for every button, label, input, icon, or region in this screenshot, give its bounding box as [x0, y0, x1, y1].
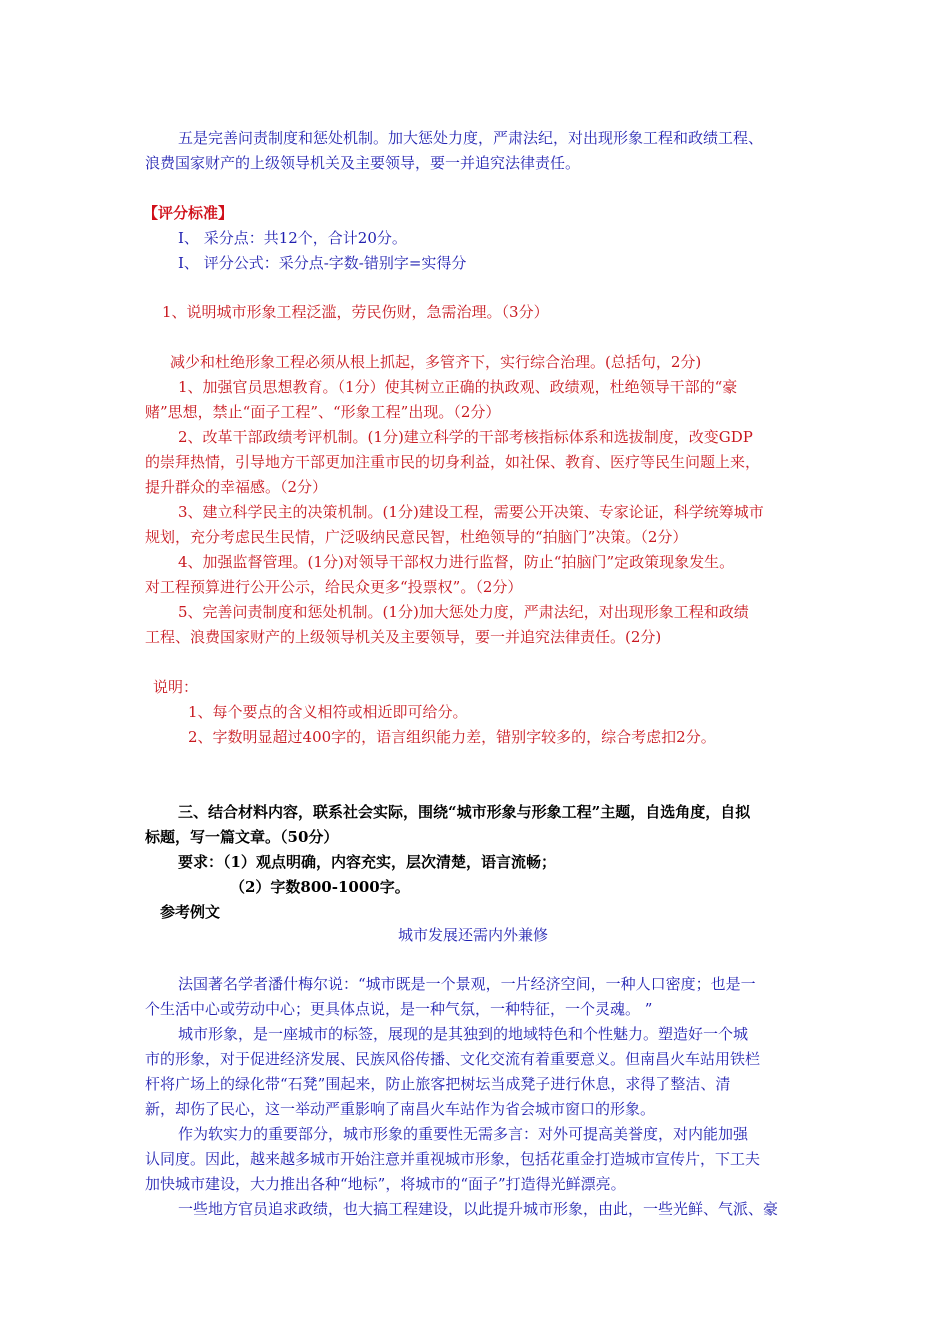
scoring-item-line: 5、完善问责制度和惩处机制。(1分)加大惩处力度，严肃法纪，对出现形象工程和政绩: [178, 603, 749, 621]
scoring-item-line: 赌”思想，禁止“面子工程”、“形象工程”出现。（2分）: [145, 403, 501, 421]
scoring-item-line: 1、加强官员思想教育。（1分）使其树立正确的执政观、政绩观，杜绝领导干部的“豪: [178, 378, 738, 396]
essay-line: 市的形象，对于促进经济发展、民族风俗传播、文化交流有着重要意义。但南昌火车站用铁栏: [145, 1050, 761, 1068]
scoring-item-line: 对工程预算进行公开公示，给民众更多“投票权”。（2分）: [145, 578, 523, 596]
essay-line: 个生活中心或劳动中心；更具体点说，是一种气氛，一种特征，一个灵魂。 ”: [145, 1000, 653, 1018]
paragraph-line: 浪费国家财产的上级领导机关及主要领导，要一并追究法律责任。: [145, 154, 581, 172]
essay-line: 作为软实力的重要部分，城市形象的重要性无需多言：对外可提高美誉度，对内能加强: [178, 1125, 749, 1143]
scoring-rule: I、 采分点：共12个，合计20分。: [178, 229, 407, 247]
question-requirement: （2）字数800-1000字。: [230, 878, 410, 896]
question-requirement: 要求：（1）观点明确，内容充实，层次清楚，语言流畅；: [178, 853, 556, 871]
scoring-heading: 【评分标准】: [143, 204, 234, 222]
question-line: 三、结合材料内容，联系社会实际，围绕“城市形象与形象工程”主题，自选角度，自拟: [178, 803, 751, 821]
note-item: 1、每个要点的含义相符或相近即可给分。: [188, 703, 468, 721]
essay-title: 城市发展还需内外兼修: [398, 926, 549, 944]
scoring-item-line: 规划，充分考虑民生民情，广泛吸纳民意民智，杜绝领导的“拍脑门”决策。（2分）: [145, 528, 688, 546]
essay-line: 新，却伤了民心，这一举动严重影响了南昌火车站作为省会城市窗口的形象。: [145, 1100, 656, 1118]
essay-line: 一些地方官员追求政绩，也大搞工程建设，以此提升城市形象，由此，一些光鲜、气派、豪: [178, 1200, 779, 1218]
scoring-item-line: 4、加强监督管理。(1分)对领导干部权力进行监督，防止“拍脑门”定政策现象发生。: [178, 553, 735, 571]
scoring-rule: I、 评分公式：采分点-字数-错别字=实得分: [178, 254, 467, 272]
scoring-item-line: 提升群众的幸福感。（2分）: [145, 478, 328, 496]
paragraph-line: 五是完善问责制度和惩处机制。加大惩处力度，严肃法纪，对出现形象工程和政绩工程、: [178, 129, 764, 147]
reference-label: 参考例文: [160, 903, 221, 921]
scoring-item-line: 的崇拜热情，引导地方干部更加注重市民的切身利益，如社保、教育、医疗等民生问题上来，: [145, 453, 761, 471]
scoring-item-line: 工程、浪费国家财产的上级领导机关及主要领导，要一并追究法律责任。(2分): [145, 628, 662, 646]
essay-line: 杆将广场上的绿化带“石凳”围起来，防止旅客把树坛当成凳子进行休息，求得了整洁、清: [145, 1075, 731, 1093]
essay-line: 认同度。因此，越来越多城市开始注意并重视城市形象，包括花重金打造城市宣传片，下工夫: [145, 1150, 761, 1168]
scoring-point-intro: 1、说明城市形象工程泛滥，劳民伤财，急需治理。（3分）: [162, 303, 549, 321]
essay-line: 法国著名学者潘什梅尔说：“城市既是一个景观，一片经济空间，一种人口密度；也是一: [178, 975, 756, 993]
essay-line: 城市形象，是一座城市的标签，展现的是其独到的地域特色和个性魅力。塑造好一个城: [178, 1025, 749, 1043]
scoring-item-line: 3、建立科学民主的决策机制。(1分)建设工程，需要公开决策、专家论证，科学统筹城市: [178, 503, 764, 521]
note-label: 说明：: [153, 678, 199, 696]
note-item: 2、字数明显超过400字的，语言组织能力差，错别字较多的，综合考虑扣2分。: [188, 728, 716, 746]
essay-line: 加快城市建设，大力推出各种“地标”，将城市的“面子”打造得光鲜漂亮。: [145, 1175, 626, 1193]
scoring-item-line: 2、改革干部政绩考评机制。(1分)建立科学的干部考核指标体系和选拔制度，改变GDP: [178, 428, 753, 446]
question-line: 标题，写一篇文章。（50分）: [145, 828, 339, 846]
scoring-summary: 减少和杜绝形象工程必须从根上抓起，多管齐下，实行综合治理。(总括句，2分): [170, 353, 702, 371]
